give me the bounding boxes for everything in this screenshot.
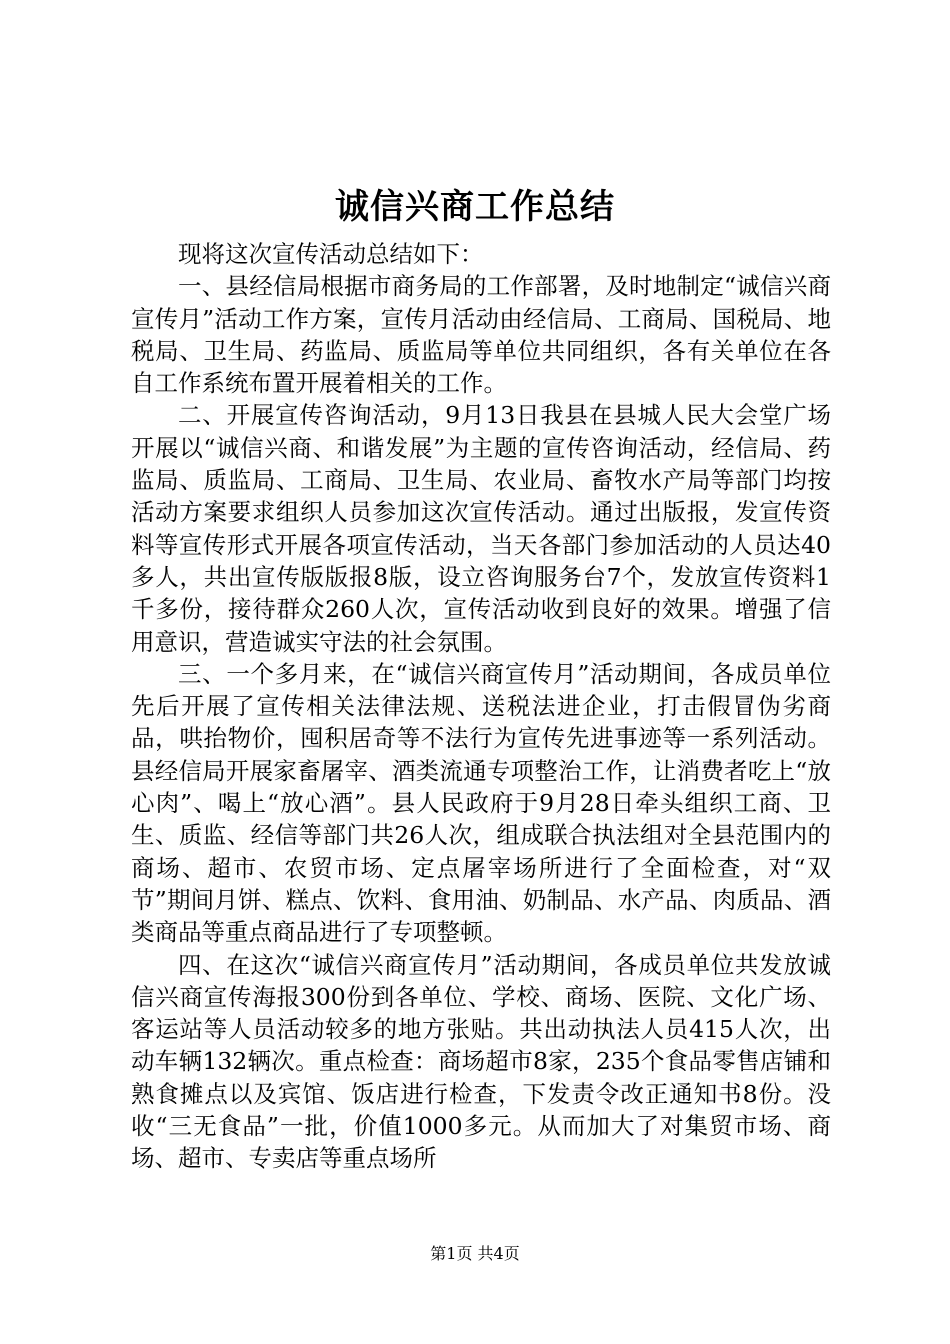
document-title: 诚信兴商工作总结	[335, 187, 615, 227]
paragraph-3: 三、一个多月来，在“诚信兴商宣传月”活动期间，各成员单位先后开展了宣传相关法律法规、送税法进企业，打击假冒伪劣商品，哄抬物价，囤积居奇等不法行为宣传先进事迹等一系列活动。县经信局开展家畜屠宰、酒类流通专项整治工作，让消费者吃上“放心肉”、喝上“放心酒”。县人民政府于9月28日牵头组织工商、卫生、质监、经信等部门共26人次，组成联合执法组对全县范围内的商场、超市、农贸市场、定点屠宰场所进行了全面检查，对“双节”期间月饼、糕点、饮料、食用油、奶制品、水产品、肉质品、酒类商品等重点商品进行了专项整顿。	[131, 659, 831, 947]
paragraph-1: 一、县经信局根据市商务局的工作部署，及时地制定“诚信兴商宣传月”活动工作方案，宣传月活动由经信局、工商局、国税局、地税局、卫生局、药监局、质监局等单位共同组织，各有关单位在各自工作系统布置开展着相关的工作。	[131, 272, 831, 398]
paragraph-2: 二、开展宣传咨询活动，9月13日我县在县城人民大会堂广场开展以“诚信兴商、和谐发展”为主题的宣传咨询活动，经信局、药监局、质监局、工商局、卫生局、农业局、畜牧水产局等部门均按活动方案要求组织人员参加这次宣传活动。通过出版报，发宣传资料等宣传形式开展各项宣传活动，当天各部门参加活动的人员达40多人，共出宣传版版报8版，设立咨询服务台7个，发放宣传资料1千多份，接待群众260人次，宣传活动收到良好的效果。增强了信用意识，营造诚实守法的社会氛围。	[131, 401, 831, 656]
paragraph-intro: 现将这次宣传活动总结如下：	[178, 240, 484, 268]
paragraph-4: 四、在这次“诚信兴商宣传月”活动期间，各成员单位共发放诚信兴商宣传海报300份到各单位、学校、商场、医院、文化广场、客运站等人员活动较多的地方张贴。共出动执法人员415人次，出动车辆132辆次。重点检查：商场超市8家，235个食品零售店铺和熟食摊点以及宾馆、饭店进行检查，下发责令改正通知书8份。没收“三无食品”一批，价值1000多元。从而加大了对集贸市场、商场、超市、专卖店等重点场所	[131, 950, 831, 1173]
document-body	[131, 238, 831, 1175]
page-number-footer: 第1页 共4页	[430, 1244, 520, 1263]
